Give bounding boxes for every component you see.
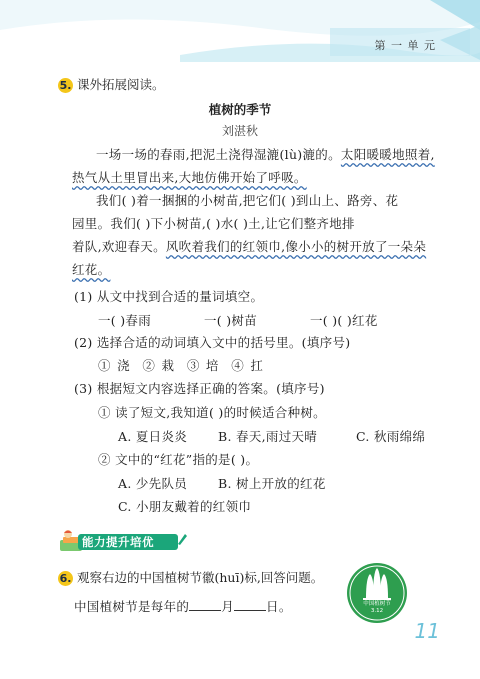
passage-p1-underlined-b: 热气从土里冒出来,大地仿佛开始了呼吸。 (72, 170, 307, 185)
q5-number-badge: 5. (59, 79, 72, 92)
q5-header (58, 77, 165, 93)
sub2-option-3: ③ 培 (186, 358, 219, 373)
sub1-blank-3[interactable]: 一( )( )红花 (310, 313, 378, 328)
q6-instruction: 观察右边的中国植树节徽(huī)标,回答问题。 (76, 570, 324, 585)
q6-answer-line (74, 597, 292, 615)
passage-p1-underlined-a: 太阳暖暖地照着, (340, 147, 435, 162)
passage-title: 植树的季节 (208, 102, 272, 117)
sub3-q1-option-c[interactable]: C. 秋雨绵绵 (356, 429, 426, 444)
q5-instruction: 课外拓展阅读。 (76, 77, 165, 92)
passage-line-4: 园里。我们( )下小树苗,( )水( )土,让它们整齐地排 (72, 216, 355, 231)
pencil-icon (176, 532, 188, 546)
sub1-blank-1[interactable]: 一( )春雨 (98, 313, 152, 328)
sub-question-3: (3) 根据短文内容选择正确的答案。(填序号) (74, 381, 325, 396)
passage-p2-text: 着队,欢迎春天。 (72, 239, 166, 254)
passage-line-6 (72, 260, 110, 278)
sub-question-2: (2) 选择合适的动词填入文中的括号里。(填序号) (74, 335, 351, 350)
q6-month-label: 月 (221, 599, 235, 614)
sub2-options (98, 356, 263, 374)
sub1-blank-2[interactable]: 一( )树苗 (204, 313, 258, 328)
sub3-q2-option-b[interactable]: B. 树上开放的红花 (218, 476, 326, 491)
page-number: 11 (414, 619, 440, 643)
sub2-option-4: ④ 扛 (231, 358, 264, 373)
sub3-q1-option-a[interactable]: A. 夏日炎炎 (118, 429, 188, 444)
section-banner-label: 能力提升培优 (82, 535, 154, 549)
passage-p1-text: 一场一场的春雨,把泥土浇得湿漉(lù)漉的。 (96, 147, 341, 162)
sub3-q2-option-a[interactable]: A. 少先队员 (118, 476, 188, 491)
section-banner (58, 528, 188, 554)
sub3-q1-option-b[interactable]: B. 春天,雨过天晴 (218, 429, 318, 444)
sub-question-1: (1) 从文中找到合适的量词填空。 (74, 289, 264, 304)
passage-line-3: 我们( )着一捆捆的小树苗,把它们( )到山上、路旁、花 (96, 193, 399, 208)
q6-header (58, 570, 323, 586)
sub3-q2-option-c[interactable]: C. 小朋友戴着的红领巾 (118, 499, 252, 514)
passage-p2-underlined-a: 风吹着我们的红领巾,像小小的树开放了一朵朵 (165, 239, 427, 254)
sub2-option-1: ① 浇 (98, 358, 130, 373)
passage-author: 刘湛秋 (221, 124, 258, 138)
passage-line-2 (72, 168, 307, 186)
q6-day-label: 日。 (266, 599, 292, 614)
passage-line-5 (72, 237, 426, 255)
passage-line-1 (96, 145, 435, 163)
unit-title: 第 一 单 元 (374, 39, 436, 52)
tree-day-emblem (346, 562, 408, 624)
sub3-question-1[interactable]: ① 读了短文,我知道( )的时候适合种树。 (98, 405, 326, 420)
sub3-question-2[interactable]: ② 文中的“红花”指的是( )。 (98, 452, 259, 467)
sub2-option-2: ② 栽 (142, 358, 175, 373)
passage-p2-underlined-b: 红花。 (72, 262, 111, 277)
emblem-text-line-1: 中国植树节 (363, 601, 391, 607)
q6-line-start: 中国植树节是每年的 (74, 599, 190, 614)
q6-month-blank[interactable] (189, 599, 221, 611)
q6-day-blank[interactable] (234, 599, 266, 611)
emblem-text-line-2: 3.12 (370, 608, 384, 614)
q6-number-badge: 6. (59, 572, 72, 585)
